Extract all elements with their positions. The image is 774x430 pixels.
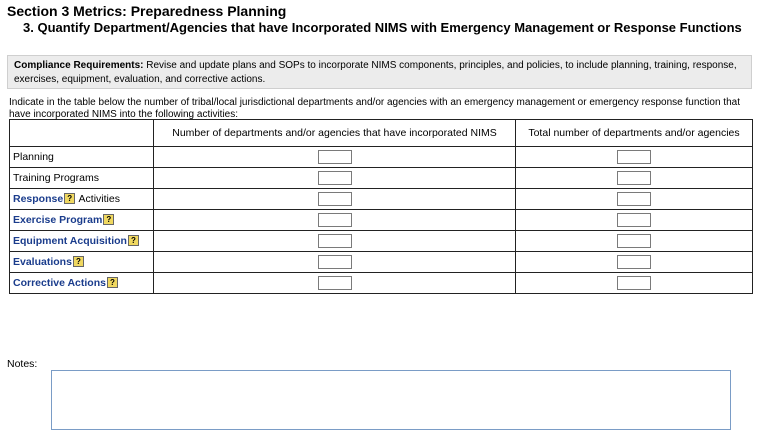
input-cell — [154, 252, 516, 273]
table-row — [10, 231, 753, 252]
incorporated-count-input[interactable] — [318, 255, 352, 269]
compliance-text: Revise and update plans and SOPs to incorporate NIMS components, principles, and policies, to include planning, training, response, exercises, equipment, evaluation, and corrective actions. — [14, 60, 737, 85]
compliance-requirements-box — [7, 55, 752, 89]
incorporated-count-input[interactable] — [318, 171, 352, 185]
total-count-input[interactable] — [617, 150, 651, 164]
total-count-input[interactable] — [617, 171, 651, 185]
row-label[interactable]: Equipment Acquisition — [13, 234, 127, 247]
notes-label: Notes: — [7, 358, 38, 370]
table-header-row — [10, 120, 753, 147]
total-count-input[interactable] — [617, 255, 651, 269]
input-cell — [154, 273, 516, 294]
row-label-cell — [10, 168, 154, 189]
incorporated-count-input[interactable] — [318, 150, 352, 164]
row-label-cell — [10, 252, 154, 273]
input-cell — [154, 231, 516, 252]
row-label: Training Programs — [13, 172, 99, 184]
table-row — [10, 273, 753, 294]
input-cell — [154, 168, 516, 189]
help-icon[interactable]: ? — [73, 256, 84, 267]
table-row — [10, 168, 753, 189]
row-label[interactable]: Corrective Actions — [13, 276, 106, 289]
row-label[interactable]: Evaluations — [13, 255, 72, 268]
input-cell — [516, 189, 753, 210]
header-incorporated: Number of departments and/or agencies that have incorporated NIMS — [154, 120, 516, 147]
incorporated-count-input[interactable] — [318, 192, 352, 206]
compliance-label: Compliance Requirements: — [14, 60, 144, 71]
help-icon[interactable]: ? — [64, 193, 75, 204]
help-icon[interactable]: ? — [128, 235, 139, 246]
input-cell — [154, 189, 516, 210]
table-row — [10, 252, 753, 273]
table-row — [10, 210, 753, 231]
input-cell — [516, 210, 753, 231]
row-label-suffix: Activities — [76, 192, 120, 205]
input-cell — [516, 147, 753, 168]
metrics-table — [9, 119, 753, 294]
input-cell — [516, 252, 753, 273]
input-cell — [516, 231, 753, 252]
row-label-cell — [10, 273, 154, 294]
question-heading: 3. Quantify Department/Agencies that have Incorporated NIMS with Emergency Management or Response Functions — [23, 20, 742, 35]
input-cell — [154, 147, 516, 168]
input-cell — [516, 273, 753, 294]
header-total: Total number of departments and/or agencies — [516, 120, 753, 147]
table-row — [10, 189, 753, 210]
section-title: Section 3 Metrics: Preparedness Planning — [7, 3, 287, 19]
incorporated-count-input[interactable] — [318, 276, 352, 290]
input-cell — [154, 210, 516, 231]
notes-textarea[interactable] — [51, 370, 731, 430]
help-icon[interactable]: ? — [107, 277, 118, 288]
incorporated-count-input[interactable] — [318, 234, 352, 248]
incorporated-count-input[interactable] — [318, 213, 352, 227]
input-cell — [516, 168, 753, 189]
table-instructions: Indicate in the table below the number of tribal/local jurisdictional departments and/or agencies with an emergency management or emergency response function that have incorporated NIMS into the following activities: — [9, 97, 740, 120]
row-label[interactable]: Exercise Program — [13, 213, 103, 226]
row-label-cell — [10, 147, 154, 168]
total-count-input[interactable] — [617, 213, 651, 227]
row-label: Planning — [13, 151, 54, 163]
total-count-input[interactable] — [617, 234, 651, 248]
total-count-input[interactable] — [617, 276, 651, 290]
row-label[interactable]: Response — [13, 192, 64, 205]
table-row — [10, 147, 753, 168]
row-label-cell — [10, 189, 154, 210]
header-activity — [10, 120, 154, 147]
row-label-cell — [10, 210, 154, 231]
total-count-input[interactable] — [617, 192, 651, 206]
row-label-cell — [10, 231, 154, 252]
help-icon[interactable]: ? — [103, 214, 114, 225]
